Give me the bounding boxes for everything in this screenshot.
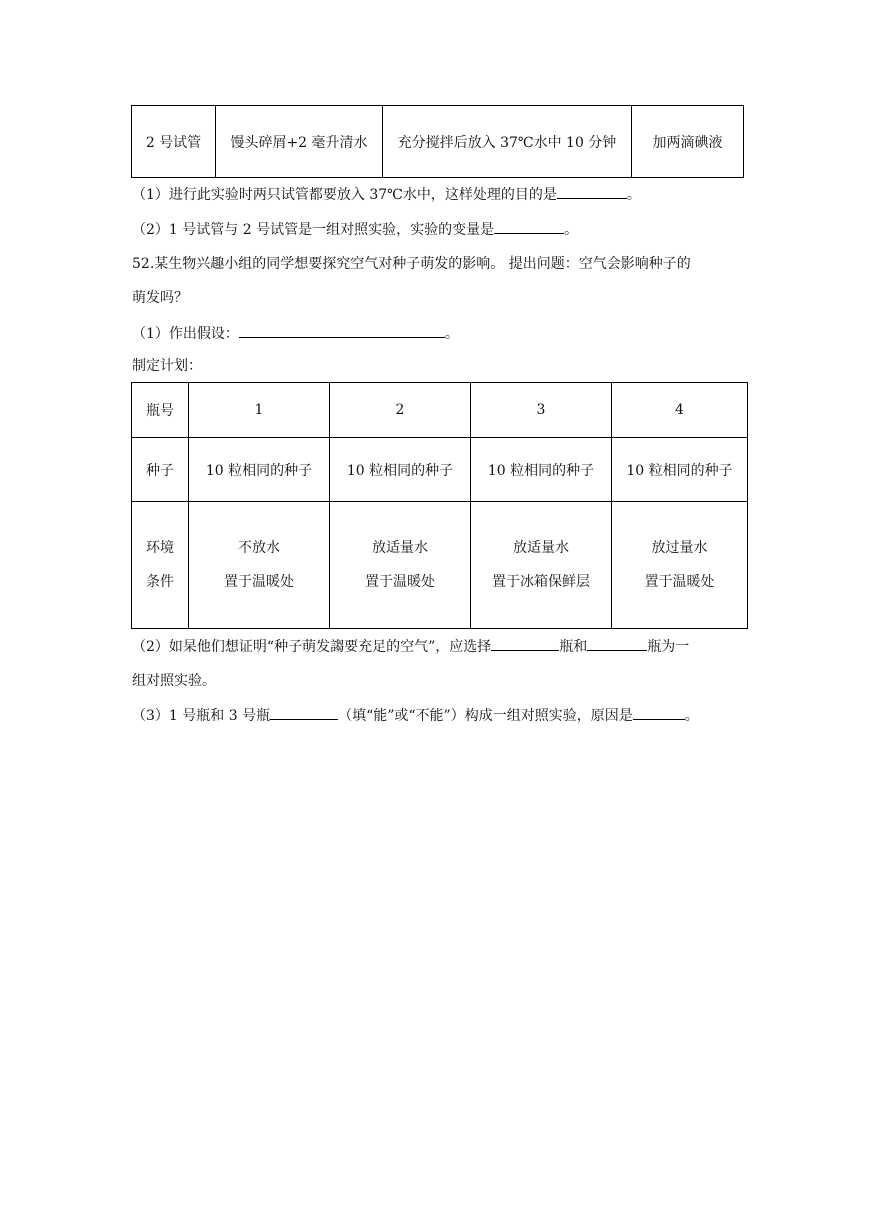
question-51-1: [132, 184, 641, 205]
question-52-1: [132, 323, 459, 344]
experiment-table-1: [131, 105, 744, 178]
plan-label: 制定计划：: [132, 358, 202, 374]
cell-line: 不放水: [238, 540, 280, 556]
question-text: （填“能”或“不能”）构成一组对照实验，原因是: [338, 708, 633, 724]
answer-blank[interactable]: [494, 219, 564, 234]
table-cell: [189, 502, 330, 629]
question-text: （1）进行此实验时两只试管都要放入 37℃水中，这样处理的目的是: [132, 187, 557, 203]
question-text: （1）作出假设：: [132, 326, 239, 342]
table-row: [132, 383, 748, 438]
question-52-2: [132, 636, 689, 657]
table-cell: [132, 502, 189, 629]
table-header-cell: 1: [189, 383, 330, 438]
punctuation: 。: [684, 708, 699, 724]
table-row: [132, 502, 748, 629]
punctuation: 。: [564, 222, 579, 238]
table-header-cell: 瓶号: [132, 383, 189, 438]
cell-line: 放过量水: [651, 540, 708, 556]
table-header-cell: 3: [471, 383, 612, 438]
table-cell: 充分搅拌后放入 37℃水中 10 分钟: [383, 106, 632, 178]
table-cell: 加两滴碘液: [632, 106, 744, 178]
question-52-line2: 萌发吗？: [132, 290, 188, 306]
answer-blank[interactable]: [491, 636, 559, 651]
question-text: 瓶和: [559, 639, 588, 655]
cell-line: 置于温暖处: [224, 574, 294, 590]
table-cell: [330, 502, 471, 629]
table-cell: 种子: [132, 438, 189, 502]
answer-blank[interactable]: [557, 184, 627, 199]
table-cell: 10 粒相同的种子: [330, 438, 471, 502]
question-52-2-line2: 组对照实验。: [132, 673, 216, 689]
table-header-cell: 4: [612, 383, 748, 438]
table-row: [132, 106, 744, 178]
question-text: （2）1 号试管与 2 号试管是一组对照实验，实验的变量是: [132, 222, 495, 238]
table-cell: 10 粒相同的种子: [471, 438, 612, 502]
question-text: （3）1 号瓶和 3 号瓶: [132, 708, 271, 724]
table-cell: 2 号试管: [132, 106, 216, 178]
table-cell: 10 粒相同的种子: [612, 438, 748, 502]
table-cell: [471, 502, 612, 629]
table-header-cell: 2: [330, 383, 471, 438]
table-cell: [612, 502, 748, 629]
answer-blank[interactable]: [633, 705, 685, 720]
cell-line: 置于温暖处: [644, 574, 715, 590]
cell-line: 条件: [146, 574, 174, 590]
question-52-line1: 52.某生物兴趣小组的同学想要探究空气对种子萌发的影响。 提出问题：空气会影响种子的: [132, 256, 691, 272]
cell-line: 环境: [146, 540, 174, 556]
question-text: 瓶为一: [647, 639, 690, 655]
cell-line: 放适量水: [513, 540, 569, 556]
punctuation: 。: [444, 326, 459, 342]
cell-line: 放适量水: [372, 540, 428, 556]
punctuation: 。: [626, 187, 641, 203]
table-cell: 10 粒相同的种子: [189, 438, 330, 502]
cell-line: 置于冰箱保鲜层: [492, 574, 590, 590]
question-text: （2）如杲他们想证明“种子萌发謅要充足的空气”，应选择: [132, 639, 492, 655]
question-51-2: [132, 219, 578, 240]
question-52-3: [132, 705, 699, 726]
answer-blank[interactable]: [270, 705, 338, 720]
table-cell: 馒头碎屑+2 毫升清水: [216, 106, 383, 178]
cell-line: 置于温暖处: [365, 574, 435, 590]
answer-blank[interactable]: [587, 636, 647, 651]
table-row: [132, 438, 748, 502]
answer-blank[interactable]: [239, 323, 445, 338]
experiment-table-2: [131, 382, 748, 629]
